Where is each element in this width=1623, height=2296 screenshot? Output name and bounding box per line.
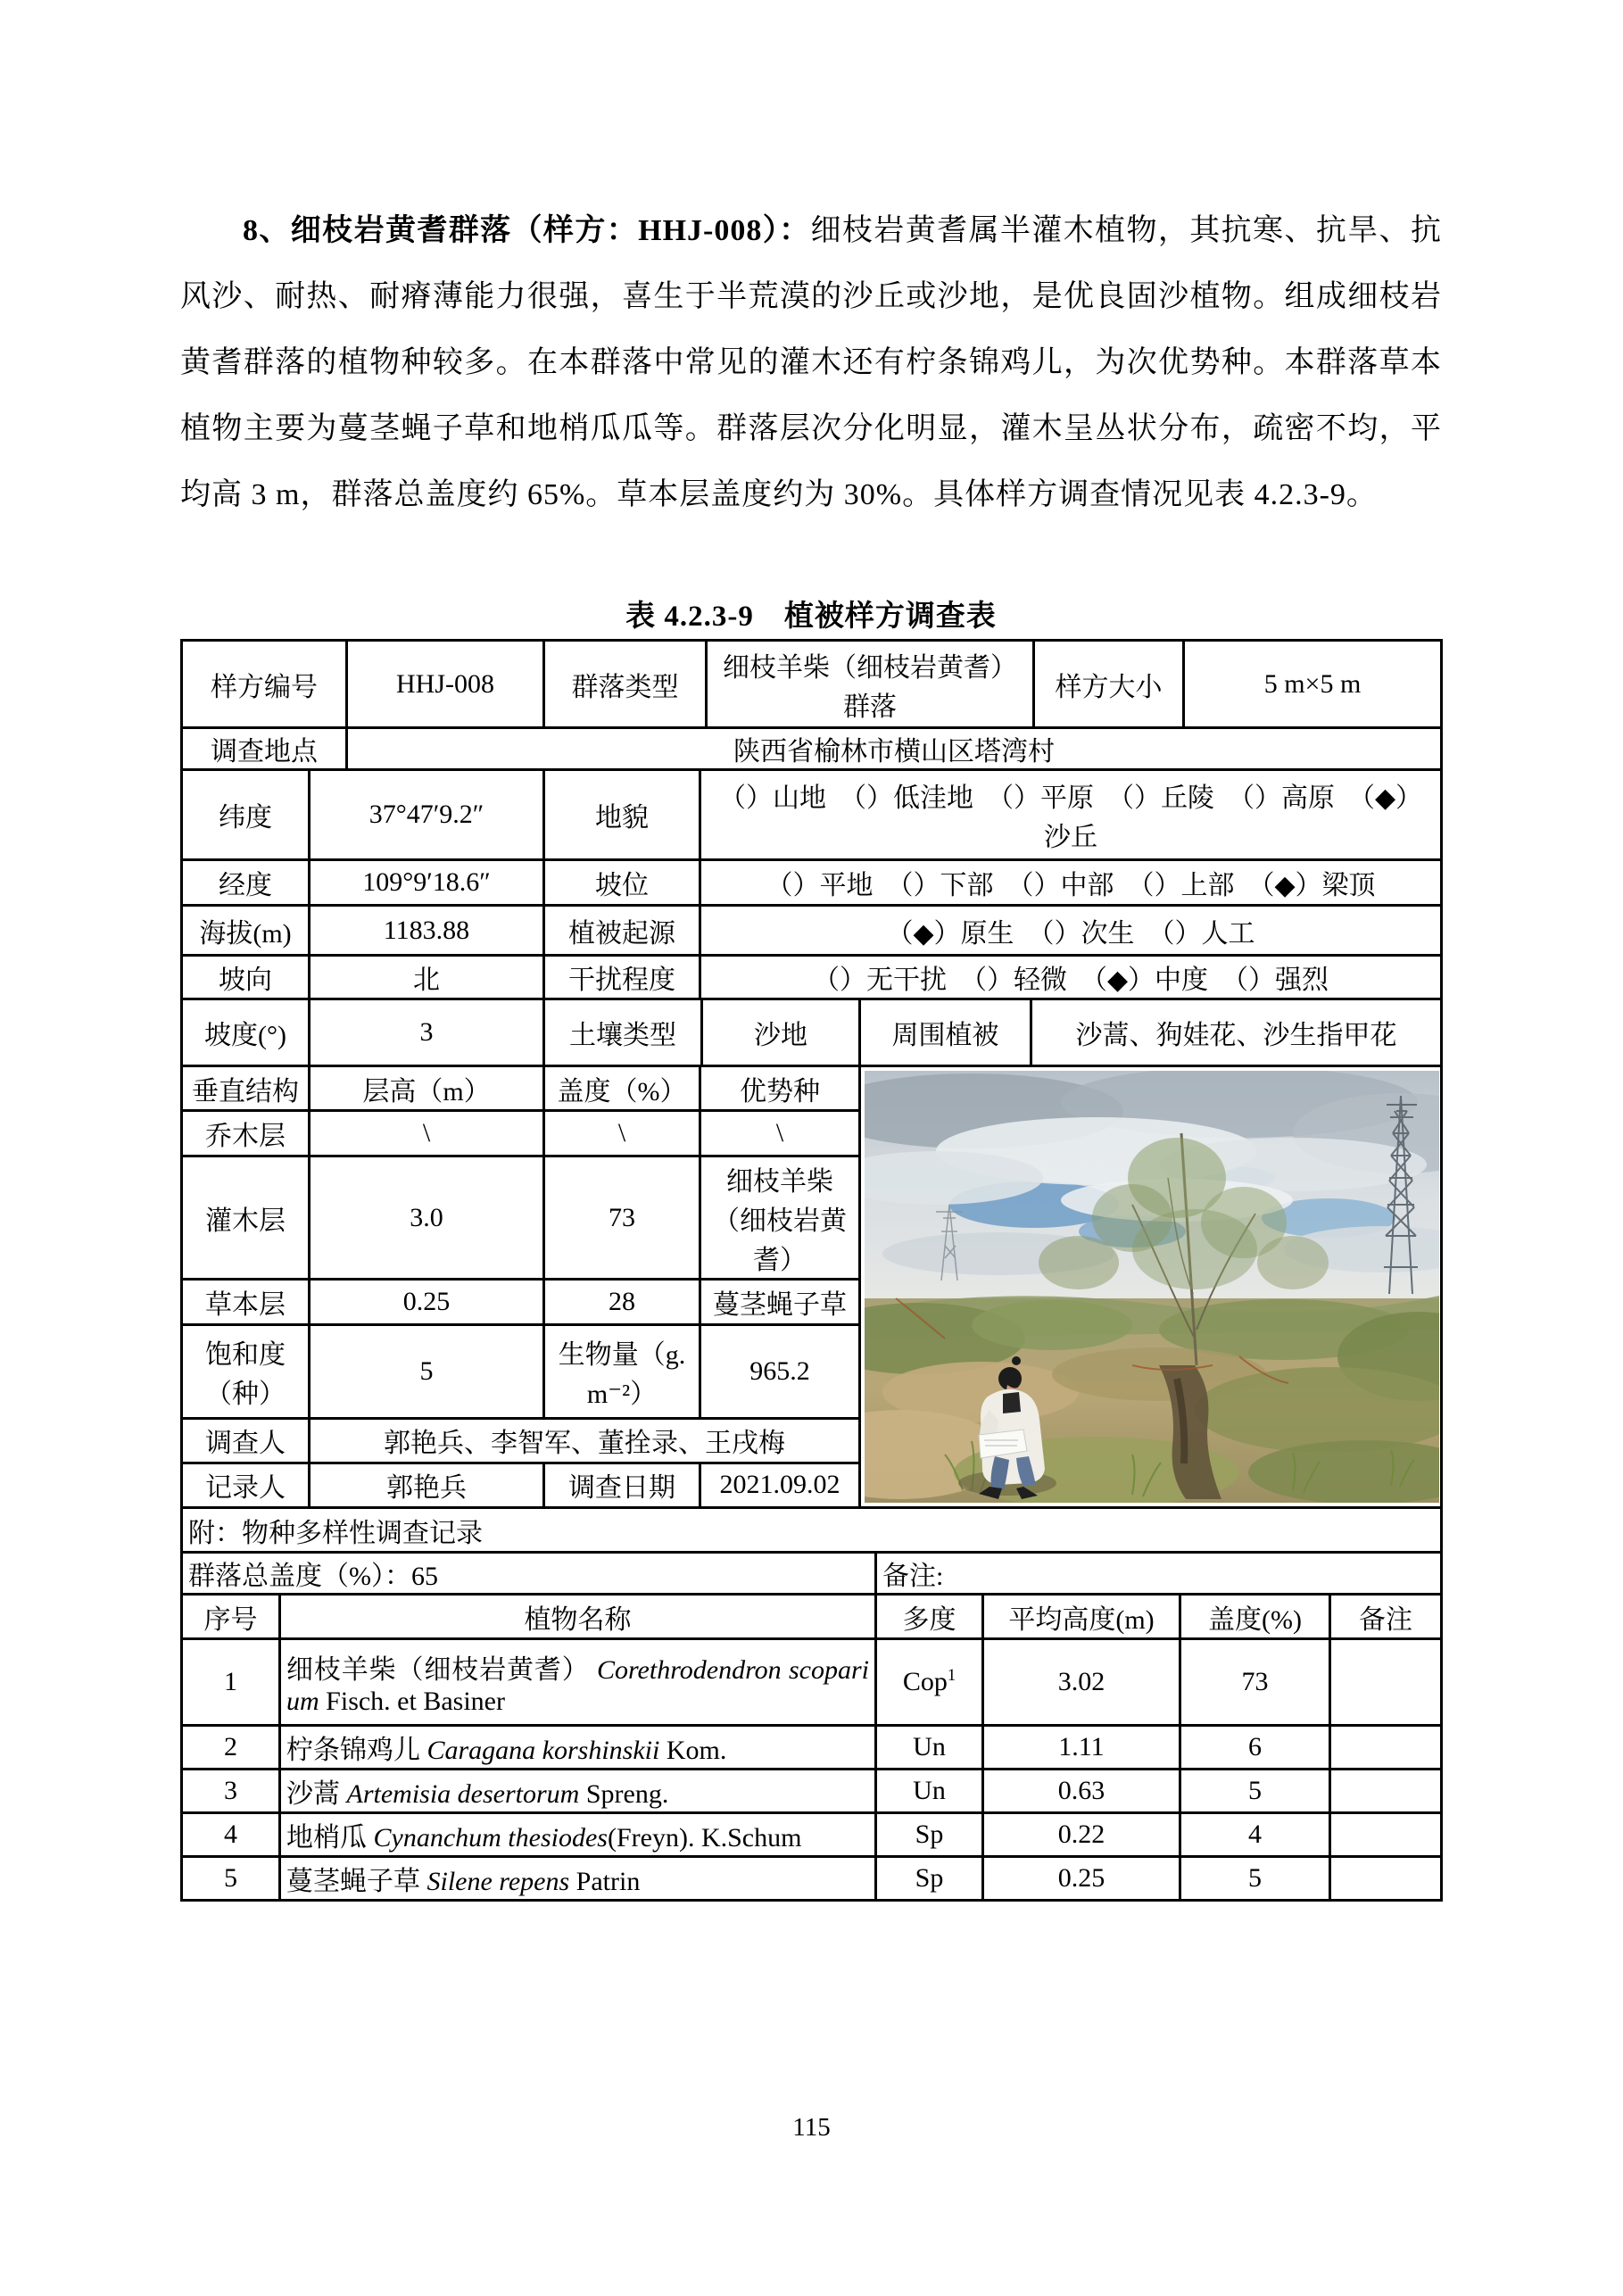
table-row <box>182 1066 1442 1111</box>
table-row <box>182 1553 1442 1595</box>
species-abundance: Sp <box>876 1857 983 1901</box>
species-row <box>182 1770 1442 1813</box>
layer-height-header: 层高（m） <box>310 1066 544 1111</box>
herb-layer-height: 0.25 <box>310 1280 544 1325</box>
survey-date-value: 2021.09.02 <box>700 1463 860 1507</box>
saturation-label: 饱和度（种） <box>182 1325 310 1418</box>
species-note <box>1330 1726 1442 1770</box>
landform-options: （）山地 （）低洼地 （）平原 （）丘陵 （）高原 （◆）沙丘 <box>700 770 1442 860</box>
paragraph-body: 细枝岩黄耆属半灌木植物，其抗寒、抗旱、抗风沙、耐热、耐瘠薄能力很强，喜生于半荒漠的沙丘或沙地，是优良固沙植物。组成细枝岩黄耆群落的植物种较多。在本群落中常见的灌木还有柠条锦鸡儿，为次优势种。本群落草本植物主要为蔓茎蝇子草和地梢瓜瓜等。群落层次分化明显，灌木呈丛状分布，疏密不均，平均高 3 m，群落总盖度约 65%。草本层盖度约为 30%。具体样方调查情况见表 4.2.3-9。 <box>180 214 1442 511</box>
species-no: 5 <box>182 1857 280 1901</box>
species-height: 0.63 <box>983 1770 1180 1813</box>
disturbance-label: 干扰程度 <box>544 956 700 999</box>
plot-size-value: 5 m×5 m <box>1184 641 1442 728</box>
field-photo <box>860 1066 1442 1508</box>
altitude-label: 海拔(m) <box>182 906 310 956</box>
page-number: 115 <box>792 2113 831 2142</box>
species-abundance: Sp <box>876 1813 983 1857</box>
species-col-no: 序号 <box>182 1595 280 1639</box>
soil-value: 沙地 <box>702 999 860 1066</box>
tree-layer-label: 乔木层 <box>182 1111 310 1156</box>
species-note <box>1330 1770 1442 1813</box>
table-row <box>182 956 1442 999</box>
species-height: 3.02 <box>983 1639 1180 1726</box>
longitude-value: 109°9′18.6″ <box>310 860 544 906</box>
table-head-section <box>180 639 1443 771</box>
plot-no-value: HHJ-008 <box>347 641 544 728</box>
table-geo-section <box>180 768 1443 1000</box>
species-coverage: 5 <box>1180 1770 1330 1813</box>
species-no: 1 <box>182 1639 280 1726</box>
tree-layer-coverage: \ <box>544 1111 700 1156</box>
aspect-label: 坡向 <box>182 956 310 999</box>
vertical-structure-label: 垂直结构 <box>182 1066 310 1111</box>
shrub-layer-dominant: 细枝羊柴（细枝岩黄耆） <box>700 1156 860 1280</box>
table-row <box>182 770 1442 860</box>
species-header-row <box>182 1595 1442 1639</box>
landform-label: 地貌 <box>544 770 700 860</box>
saturation-value: 5 <box>310 1325 544 1418</box>
field-photo-illustration <box>865 1071 1439 1503</box>
species-no: 4 <box>182 1813 280 1857</box>
surveyors-value: 郭艳兵、李智军、董拴录、王戌梅 <box>310 1418 860 1463</box>
species-coverage: 5 <box>1180 1857 1330 1901</box>
table-row <box>182 860 1442 906</box>
herb-layer-label: 草本层 <box>182 1280 310 1325</box>
species-col-name: 植物名称 <box>280 1595 876 1639</box>
recorder-label: 记录人 <box>182 1463 310 1507</box>
species-row <box>182 1726 1442 1770</box>
paragraph-bold-lead: 8、细枝岩黄耆群落（样方：HHJ-008）： <box>243 214 811 247</box>
slope-value: 3 <box>310 999 544 1066</box>
table-coverage-remark <box>180 1551 1443 1596</box>
species-coverage: 4 <box>1180 1813 1330 1857</box>
table-structure-section <box>180 1065 1443 1509</box>
disturbance-options: （）无干扰 （）轻微 （◆）中度 （）强烈 <box>700 956 1442 999</box>
species-col-abundance: 多度 <box>876 1595 983 1639</box>
species-row <box>182 1813 1442 1857</box>
latitude-value: 37°47′9.2″ <box>310 770 544 860</box>
herb-layer-coverage: 28 <box>544 1280 700 1325</box>
species-name: 蔓茎蝇子草 Silene repens Patrin <box>280 1857 876 1901</box>
location-label: 调查地点 <box>182 728 347 770</box>
surrounding-label: 周围植被 <box>860 999 1031 1066</box>
species-abundance: Cop$^1$ <box>876 1639 983 1726</box>
recorder-value: 郭艳兵 <box>310 1463 544 1507</box>
species-coverage: 6 <box>1180 1726 1330 1770</box>
species-note <box>1330 1857 1442 1901</box>
species-note <box>1330 1813 1442 1857</box>
shrub-layer-coverage: 73 <box>544 1156 700 1280</box>
location-value: 陕西省榆林市横山区塔湾村 <box>347 728 1442 770</box>
plot-size-label: 样方大小 <box>1034 641 1184 728</box>
species-name: 地梢瓜 Cynanchum thesiodes(Freyn). K.Schum <box>280 1813 876 1857</box>
layer-coverage-header: 盖度（%） <box>544 1066 700 1111</box>
table-row <box>182 906 1442 956</box>
survey-date-label: 调查日期 <box>544 1463 700 1507</box>
table-row <box>182 999 1442 1066</box>
species-row <box>182 1639 1442 1726</box>
species-col-note: 备注 <box>1330 1595 1442 1639</box>
species-col-coverage: 盖度(%) <box>1180 1595 1330 1639</box>
origin-label: 植被起源 <box>544 906 700 956</box>
species-row <box>182 1857 1442 1901</box>
species-height: 0.22 <box>983 1813 1180 1857</box>
species-name: 柠条锦鸡儿 Caragana korshinskii Kom. <box>280 1726 876 1770</box>
species-note <box>1330 1639 1442 1726</box>
tree-layer-height: \ <box>310 1111 544 1156</box>
table-appendix-note <box>180 1506 1443 1554</box>
table-caption: 表 4.2.3-9 植被样方调查表 <box>625 601 997 633</box>
slope-label: 坡度(°) <box>182 999 310 1066</box>
surrounding-value: 沙蒿、狗娃花、沙生指甲花 <box>1031 999 1442 1066</box>
intro-paragraph <box>180 198 1442 528</box>
table-slope-section <box>180 998 1443 1067</box>
latitude-label: 纬度 <box>182 770 310 860</box>
species-height: 0.25 <box>983 1857 1180 1901</box>
species-abundance: Un <box>876 1726 983 1770</box>
remark-label: 备注: <box>876 1553 1442 1595</box>
community-type-value: 细枝羊柴（细枝岩黄耆）群落 <box>707 641 1034 728</box>
species-name: 细枝羊柴（细枝岩黄耆） Corethrodendron scoparium Fisch. et Basiner <box>280 1639 876 1726</box>
surveyors-label: 调查人 <box>182 1418 310 1463</box>
aspect-value: 北 <box>310 956 544 999</box>
species-coverage: 73 <box>1180 1639 1330 1726</box>
table-row <box>182 728 1442 770</box>
origin-options: （◆）原生 （）次生 （）人工 <box>700 906 1442 956</box>
species-table <box>180 1593 1443 1902</box>
herb-layer-dominant: 蔓茎蝇子草 <box>700 1280 860 1325</box>
species-no: 3 <box>182 1770 280 1813</box>
species-no: 2 <box>182 1726 280 1770</box>
table-row <box>182 1508 1442 1553</box>
plot-no-label: 样方编号 <box>182 641 347 728</box>
table-row <box>182 641 1442 728</box>
tree-layer-dominant: \ <box>700 1111 860 1156</box>
appendix-note: 附：物种多样性调查记录 <box>182 1508 1442 1553</box>
dominant-species-header: 优势种 <box>700 1066 860 1111</box>
total-coverage: 群落总盖度（%）：65 <box>182 1553 876 1595</box>
species-height: 1.11 <box>983 1726 1180 1770</box>
longitude-label: 经度 <box>182 860 310 906</box>
species-col-height: 平均高度(m) <box>983 1595 1180 1639</box>
slope-position-label: 坡位 <box>544 860 700 906</box>
altitude-value: 1183.88 <box>310 906 544 956</box>
biomass-label: 生物量（g.m⁻²） <box>544 1325 700 1418</box>
soil-label: 土壤类型 <box>544 999 702 1066</box>
species-abundance: Un <box>876 1770 983 1813</box>
slope-position-options: （）平地 （）下部 （）中部 （）上部 （◆）梁顶 <box>700 860 1442 906</box>
shrub-layer-height: 3.0 <box>310 1156 544 1280</box>
biomass-value: 965.2 <box>700 1325 860 1418</box>
survey-table <box>180 639 1442 1902</box>
shrub-layer-label: 灌木层 <box>182 1156 310 1280</box>
species-name: 沙蒿 Artemisia desertorum Spreng. <box>280 1770 876 1813</box>
community-type-label: 群落类型 <box>544 641 707 728</box>
